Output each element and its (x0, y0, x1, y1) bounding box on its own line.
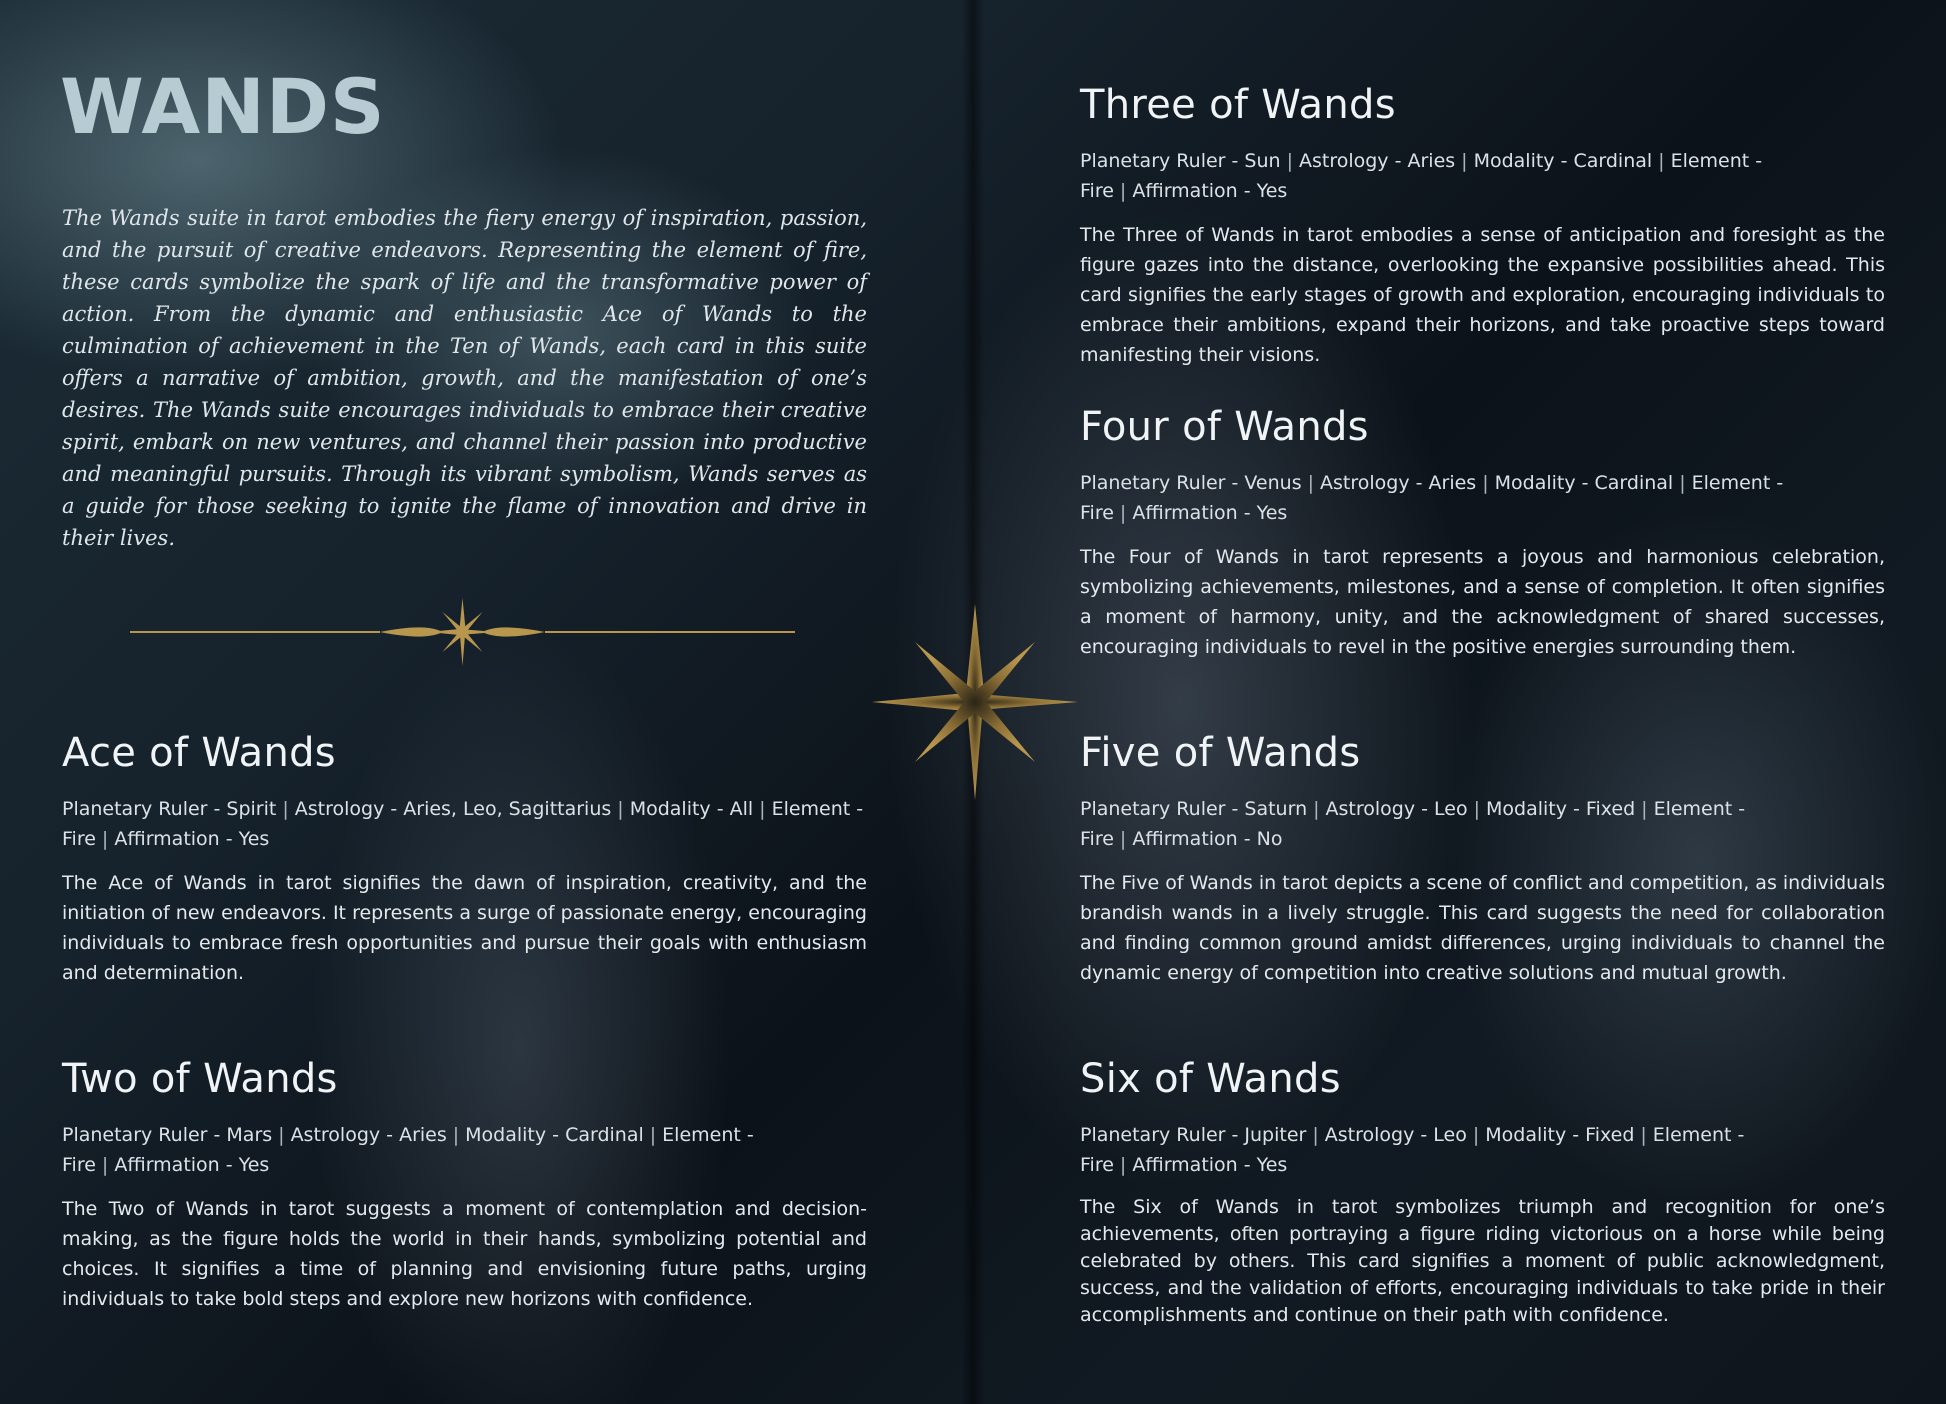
card-description: The Three of Wands in tarot embodies a sense of anticipation and foresight as the figure gazes into the distance, overlooking the expansive possibilities ahead. This card signifies the early stages of growth and exploration, encouraging individuals to embrace their ambitions, expand their horizons, and take proactive steps toward manifesting their visions. (1080, 224, 1885, 366)
astrology: Astrology - Leo (1324, 1124, 1467, 1146)
planetary-ruler: Planetary Ruler - Venus (1080, 472, 1302, 494)
planetary-ruler: Planetary Ruler - Jupiter (1080, 1124, 1307, 1146)
suit-title: WANDS (60, 62, 386, 151)
card-title: Two of Wands (62, 1056, 338, 1102)
card-attributes: Planetary Ruler - Mars | Astrology - Aries | Modality - Cardinal | Element - Fire | Affirmation - Yes (62, 1124, 754, 1176)
card-section-ace (62, 726, 867, 988)
affirmation: Affirmation - Yes (114, 828, 270, 850)
center-star-icon (872, 604, 1078, 800)
modality: Modality - All (629, 798, 754, 820)
card-title: Five of Wands (1080, 730, 1361, 776)
element: Element - Fire (1080, 1124, 1745, 1176)
modality: Modality - Fixed (1486, 798, 1636, 820)
card-section-three (1080, 78, 1885, 370)
card-attributes: Planetary Ruler - Spirit | Astrology - Aries, Leo, Sagittarius | Modality - All | Element - Fire | Affirmation - Yes (62, 798, 864, 850)
modality: Modality - Cardinal (465, 1124, 644, 1146)
ornamental-divider-icon (130, 594, 795, 670)
astrology: Astrology - Aries (290, 1124, 447, 1146)
planetary-ruler: Planetary Ruler - Mars (62, 1124, 273, 1146)
card-description: The Ace of Wands in tarot signifies the dawn of inspiration, creativity, and the initiation of new endeavors. It represents a surge of passionate energy, encouraging individuals to embrace fresh opportunities and pursue their goals with enthusiasm and determination. (62, 872, 867, 984)
element: Element - Fire (1080, 150, 1763, 202)
card-section-four (1080, 400, 1885, 662)
planetary-ruler: Planetary Ruler - Sun (1080, 150, 1281, 172)
astrology: Astrology - Aries, Leo, Sagittarius (294, 798, 612, 820)
card-description: The Five of Wands in tarot depicts a scene of conflict and competition, as individuals brandish wands in a lively struggle. This card suggests the need for collaboration and finding common ground amidst differences, urging individuals to channel the dynamic energy of competition into creative solutions and mutual growth. (1080, 872, 1885, 984)
element: Element - Fire (62, 1124, 754, 1176)
modality: Modality - Cardinal (1473, 150, 1653, 172)
card-title: Four of Wands (1080, 404, 1369, 450)
card-attributes: Planetary Ruler - Sun | Astrology - Aries | Modality - Cardinal | Element - Fire | Affirmation - Yes (1080, 150, 1763, 202)
card-section-two (62, 1052, 867, 1314)
card-title: Six of Wands (1080, 1056, 1341, 1102)
modality: Modality - Fixed (1485, 1124, 1635, 1146)
element: Element - Fire (1080, 472, 1784, 524)
planetary-ruler: Planetary Ruler - Saturn (1080, 798, 1308, 820)
card-title: Ace of Wands (62, 730, 336, 776)
card-attributes: Planetary Ruler - Jupiter | Astrology - Leo | Modality - Fixed | Element - Fire | Affirmation - Yes (1080, 1124, 1745, 1176)
suit-intro: The Wands suite in tarot embodies the fiery energy of inspiration, passion, and the pursuit of creative endeavors. Representing the element of fire, these cards symbolize the spark of life and the transformative power of action. From the dynamic and enthusiastic Ace of Wands to the culmination of achievement in the Ten of Wands, each card in this suite offers a narrative of ambition, growth, and the manifestation of one’s desires. The Wands suite encourages individuals to embrace their creative spirit, embark on new ventures, and channel their passion into productive and meaningful pursuits. Through its vibrant symbolism, Wands serves as a guide for those seeking to ignite the flame of innovation and drive in their lives. (62, 206, 867, 550)
affirmation: Affirmation - Yes (1132, 502, 1288, 524)
card-description: The Two of Wands in tarot suggests a moment of contemplation and decision-making, as the figure holds the world in their hands, symbolizing potential and choices. It signifies a time of planning and envisioning future paths, urging individuals to take bold steps and explore new horizons with confidence. (62, 1198, 867, 1310)
card-description: The Four of Wands in tarot represents a joyous and harmonious celebration, symbolizing achievements, milestones, and a sense of completion. It often signifies a moment of harmony, unity, and the acknowledgment of shared successes, encouraging individuals to revel in the positive energies surrounding them. (1080, 546, 1885, 658)
card-attributes: Planetary Ruler - Venus | Astrology - Aries | Modality - Cardinal | Element - Fire | Affirmation - Yes (1080, 472, 1784, 524)
affirmation: Affirmation - Yes (1132, 180, 1288, 202)
element: Element - Fire (1080, 798, 1746, 850)
astrology: Astrology - Aries (1320, 472, 1477, 494)
modality: Modality - Cardinal (1494, 472, 1674, 494)
card-section-five (1080, 726, 1885, 988)
affirmation: Affirmation - Yes (1132, 1154, 1288, 1176)
card-section-six (1080, 1052, 1885, 1329)
affirmation: Affirmation - No (1132, 828, 1283, 850)
card-attributes: Planetary Ruler - Saturn | Astrology - Leo | Modality - Fixed | Element - Fire | Affirmation - No (1080, 798, 1746, 850)
affirmation: Affirmation - Yes (114, 1154, 270, 1176)
planetary-ruler: Planetary Ruler - Spirit (62, 798, 277, 820)
astrology: Astrology - Aries (1298, 150, 1456, 172)
element: Element - Fire (62, 798, 864, 850)
astrology: Astrology - Leo (1325, 798, 1468, 820)
card-description: The Six of Wands in tarot symbolizes triumph and recognition for one’s achievements, often portraying a figure riding victorious on a horse while being celebrated by others. This card signifies a moment of public acknowledgment, success, and the validation of efforts, encouraging individuals to take pride in their accomplishments and continue on their path with confidence. (1080, 1196, 1885, 1326)
card-title: Three of Wands (1080, 82, 1396, 128)
